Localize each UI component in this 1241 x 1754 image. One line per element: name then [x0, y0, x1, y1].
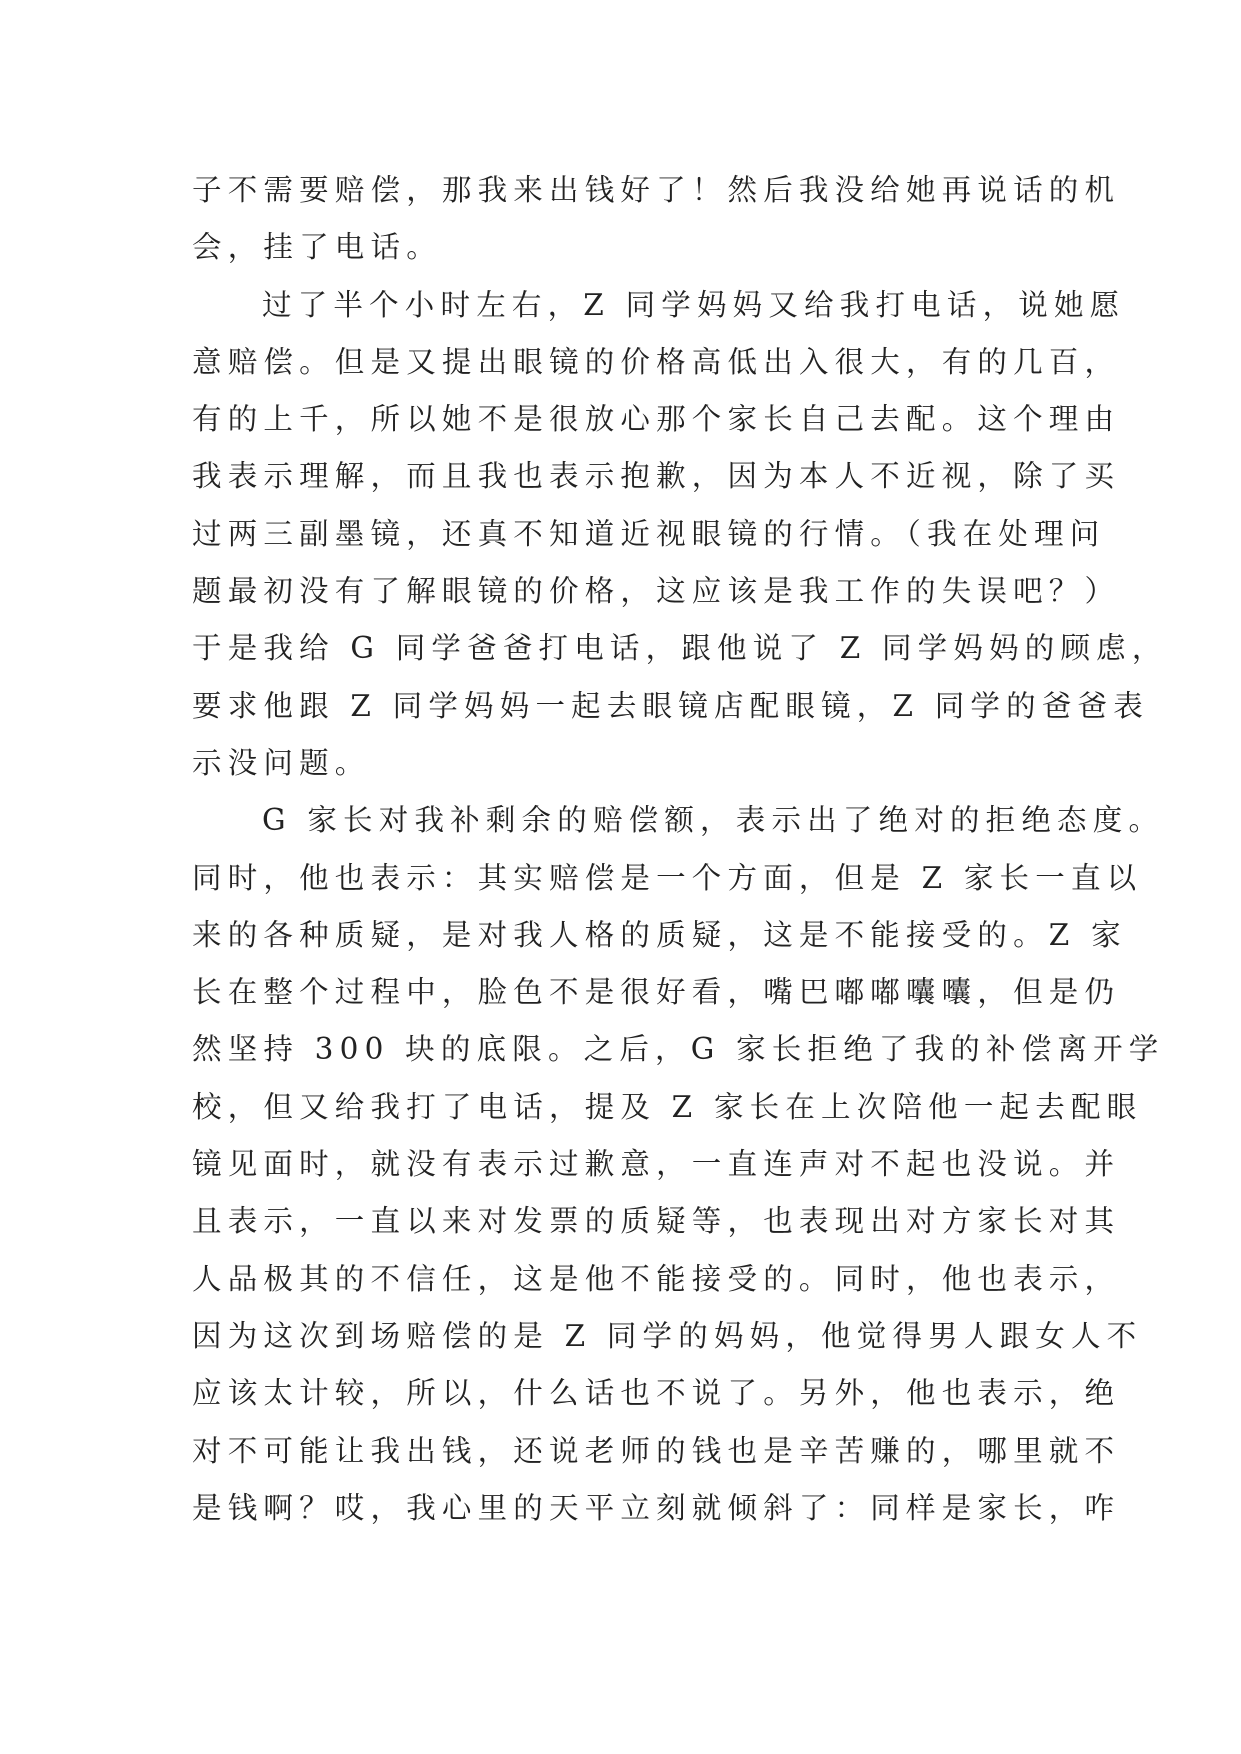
text-line: 有的上千，所以她不是很放心那个家长自己去配。这个理由	[192, 402, 1121, 437]
text-line: 长在整个过程中，脸色不是很好看，嘴巴嘟嘟囔囔，但是仍	[192, 975, 1121, 1010]
text-line: 我表示理解，而且我也表示抱歉，因为本人不近视，除了买	[192, 459, 1121, 494]
paragraph-first-line: G 家长对我补剩余的赔偿额，表示出了绝对的拒绝态度。	[262, 803, 1165, 838]
text-line: 然坚持 300 块的底限。之后，G 家长拒绝了我的补偿离开学	[192, 1032, 1165, 1067]
text-line: 是钱啊？哎，我心里的天平立刻就倾斜了：同样是家长，咋	[192, 1490, 1121, 1525]
text-line: 对不可能让我出钱，还说老师的钱也是辛苦赚的，哪里就不	[192, 1433, 1121, 1468]
text-line: 会，挂了电话。	[192, 230, 442, 265]
body-text	[192, 162, 1168, 1537]
text-line: 同时，他也表示：其实赔偿是一个方面，但是 Z 家长一直以	[192, 860, 1143, 895]
text-line: 应该太计较，所以，什么话也不说了。另外，他也表示，绝	[192, 1376, 1121, 1411]
text-line: 子不需要赔偿，那我来出钱好了！然后我没给她再说话的机	[192, 173, 1121, 207]
text-line: 于是我给 G 同学爸爸打电话，跟他说了 Z 同学妈妈的顾虑，	[192, 631, 1168, 666]
text-line: 且表示，一直以来对发票的质疑等，也表现出对方家长对其	[192, 1204, 1121, 1239]
text-line: 校，但又给我打了电话，提及 Z 家长在上次陪他一起去配眼	[192, 1089, 1143, 1124]
text-line: 因为这次到场赔偿的是 Z 同学的妈妈，他觉得男人跟女人不	[192, 1318, 1143, 1353]
text-line: 意赔偿。但是又提出眼镜的价格高低出入很大，有的几百，	[192, 344, 1121, 379]
text-line: 要求他跟 Z 同学妈妈一起去眼镜店配眼镜，Z 同学的爸爸表	[192, 688, 1149, 723]
text-line: 来的各种质疑，是对我人格的质疑，这是不能接受的。Z 家	[192, 917, 1127, 952]
text-line: 示没问题。	[192, 745, 371, 780]
text-line: 过两三副墨镜，还真不知道近视眼镜的行情。（我在处理问	[192, 516, 1106, 551]
text-line: 镜见面时，就没有表示过歉意，一直连声对不起也没说。并	[192, 1147, 1121, 1182]
paragraph-first-line: 过了半个小时左右，Z 同学妈妈又给我打电话，说她愿	[262, 287, 1126, 322]
text-line: 人品极其的不信任，这是他不能接受的。同时，他也表示，	[192, 1261, 1121, 1296]
text-line: 题最初没有了解眼镜的价格，这应该是我工作的失误吧？）	[192, 574, 1121, 609]
